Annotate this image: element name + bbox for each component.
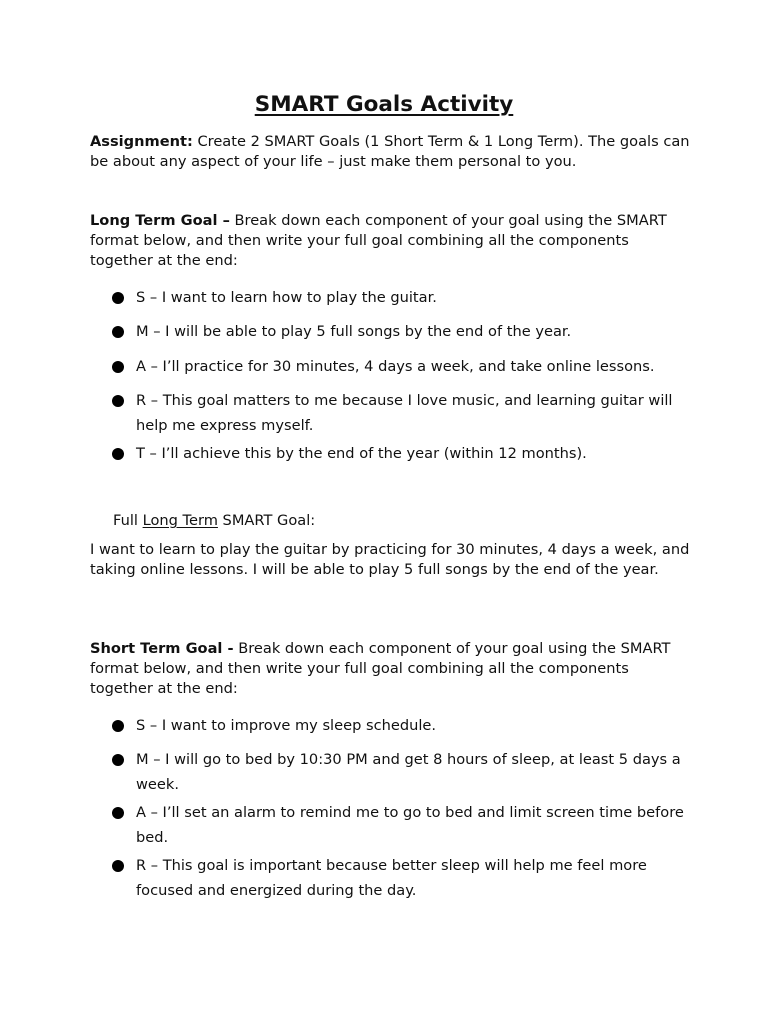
bullet-icon xyxy=(112,326,124,338)
bullet-icon xyxy=(112,860,124,872)
short-term-intro-text: Break down each component of your goal using the SMART format below, and then write your full goal combining all the components together at the end: xyxy=(90,640,671,697)
assignment-text: Create 2 SMART Goals (1 Short Term & 1 Long Term). The goals can be about any aspect of your life – just make them personal to you. xyxy=(90,133,690,170)
list-item-text: R – This goal is important because better sleep will help me feel more focused and energized during the day. xyxy=(136,857,647,899)
full-goal-label-suffix: SMART Goal: xyxy=(217,512,316,529)
short-term-heading: Short Term Goal - xyxy=(90,640,234,657)
list-item xyxy=(90,854,690,903)
list-item-text: M – I will be able to play 5 full songs by the end of the year. xyxy=(136,323,572,340)
long-term-intro xyxy=(90,211,690,271)
long-term-intro-text: Break down each component of your goal using the SMART format below, and then write your full goal combining all the components together at the end: xyxy=(90,212,667,269)
list-item xyxy=(90,286,690,311)
full-goal-label xyxy=(113,511,315,531)
list-item xyxy=(90,442,690,467)
list-item-text: R – This goal matters to me because I love music, and learning guitar will help me express myself. xyxy=(136,392,673,434)
long-term-heading: Long Term Goal – xyxy=(90,212,230,229)
bullet-icon xyxy=(112,361,124,373)
full-long-term-goal: I want to learn to play the guitar by practicing for 30 minutes, 4 days a week, and taking online lessons. I will be able to play 5 full songs by the end of the year. xyxy=(90,541,690,578)
bullet-icon xyxy=(112,754,124,766)
assignment-label: Assignment: xyxy=(90,133,193,150)
full-goal-label-prefix: Full xyxy=(113,512,143,529)
bullet-icon xyxy=(112,807,124,819)
full-goal-label-underlined: Long Term xyxy=(142,512,218,529)
page-title: SMART Goals Activity xyxy=(254,92,514,117)
list-item xyxy=(90,714,690,739)
bullet-icon xyxy=(112,448,124,460)
assignment-paragraph xyxy=(90,132,690,172)
bullet-icon xyxy=(112,720,124,732)
list-item-text: A – I’ll practice for 30 minutes, 4 days a week, and take online lessons. xyxy=(136,358,655,375)
list-item-text: S – I want to learn how to play the guitar. xyxy=(136,289,437,306)
list-item xyxy=(90,748,690,797)
list-item-text: T – I’ll achieve this by the end of the year (within 12 months). xyxy=(136,445,587,462)
short-term-intro xyxy=(90,639,690,699)
list-item-text: S – I want to improve my sleep schedule. xyxy=(136,717,437,734)
list-item-text: A – I’ll set an alarm to remind me to go to bed and limit screen time before bed. xyxy=(136,804,684,846)
bullet-icon xyxy=(112,292,124,304)
list-item xyxy=(90,355,690,380)
list-item xyxy=(90,801,690,850)
bullet-icon xyxy=(112,395,124,407)
list-item xyxy=(90,320,690,345)
list-item-text: M – I will go to bed by 10:30 PM and get 8 hours of sleep, at least 5 days a week. xyxy=(136,751,681,793)
list-item xyxy=(90,389,690,438)
